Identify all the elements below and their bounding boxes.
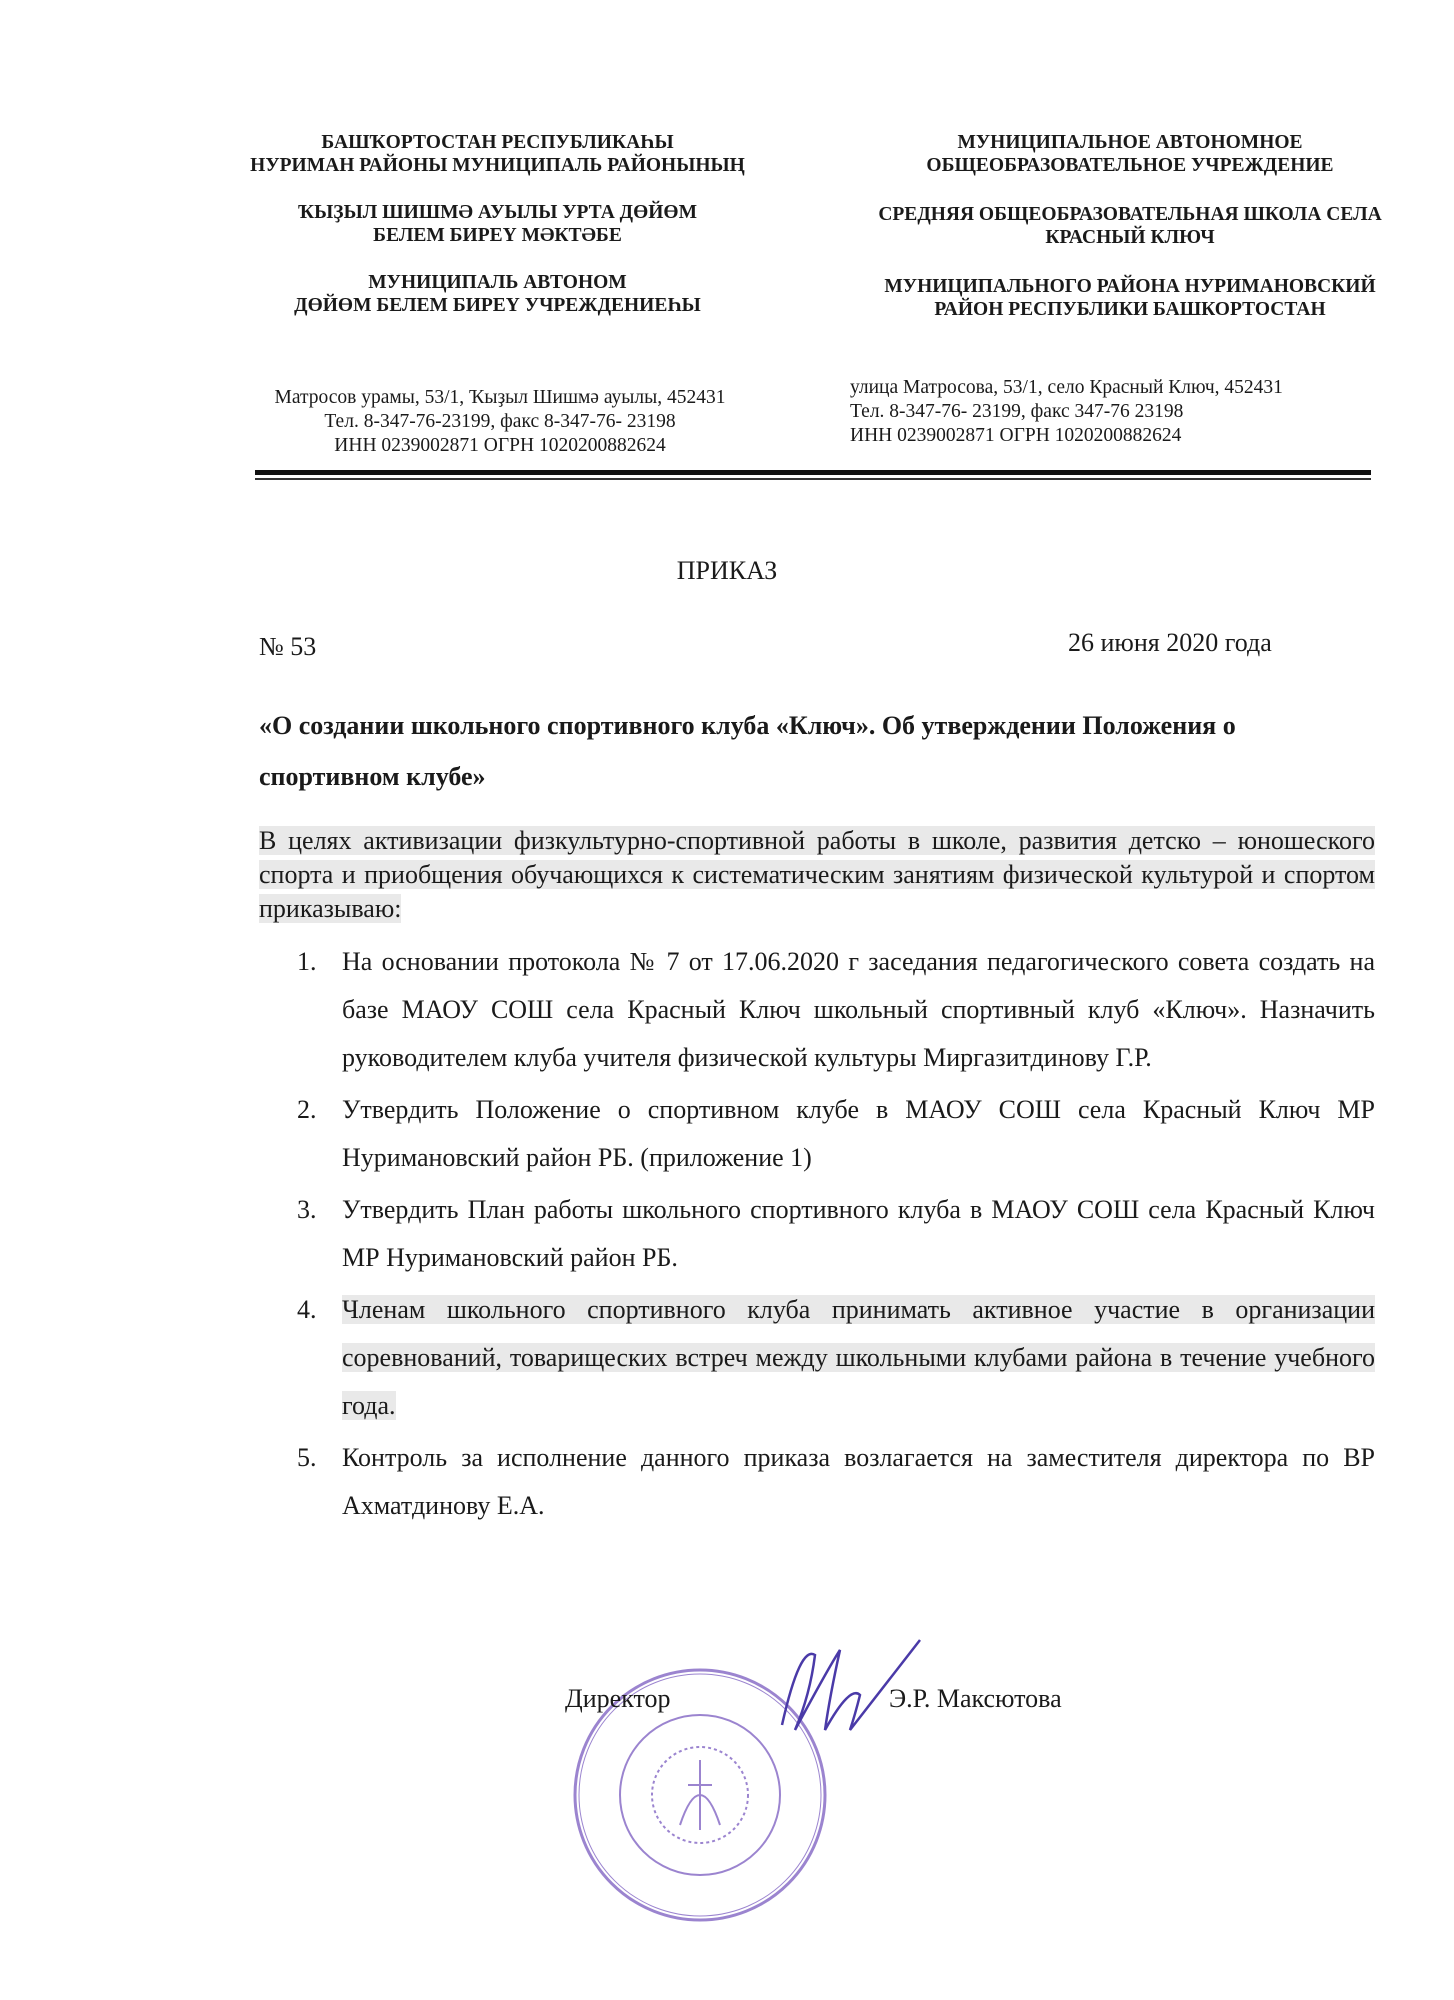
- item-number: 3.: [297, 1195, 317, 1224]
- header-line: ҠЫҘЫЛ ШИШМӘ АУЫЛЫ УРТА ДӨЙӨМ: [298, 202, 697, 223]
- header-line: ДӨЙӨМ БЕЛЕМ БИРЕҮ УЧРЕЖДЕНИЕҺЫ: [294, 295, 701, 316]
- item-text: Утвердить Положение о спортивном клубе в МАОУ СОШ села Красный Ключ МР Нуримановский район РБ. (приложение 1): [342, 1095, 1375, 1172]
- ids-line: ИНН 0239002871 ОГРН 1020200882624: [334, 435, 666, 456]
- header-line: БАШҠОРТОСТАН РЕСПУБЛИКАҺЫ: [321, 132, 674, 153]
- item-text: На основании протокола № 7 от 17.06.2020 г заседания педагогического совета создать на базе МАОУ СОШ села Красный Ключ школьный спортивный клуб «Ключ». Назначить руководителем клуба учителя физической культуры Миргазитдинову Г.Р.: [342, 947, 1375, 1072]
- header-line: МУНИЦИПАЛЬНОЕ АВТОНОМНОЕ: [957, 132, 1303, 153]
- signer-name: Э.Р. Максютова: [889, 1684, 1062, 1713]
- order-date: 26 июня 2020 года: [1068, 628, 1272, 657]
- list-item: [297, 1434, 1375, 1530]
- header-line: МУНИЦИПАЛЬНОГО РАЙОНА НУРИМАНОВСКИЙ: [884, 276, 1376, 297]
- address-line: Матросов урамы, 53/1, Ҡыҙыл Шишмә ауылы, 452431: [274, 387, 726, 408]
- header-line: БЕЛЕМ БИРЕҮ МӘКТӘБЕ: [373, 225, 622, 246]
- header-line: СРЕДНЯЯ ОБЩЕОБРАЗОВАТЕЛЬНАЯ ШКОЛА СЕЛА: [878, 204, 1382, 225]
- phone-line: Тел. 8-347-76-23199, факс 8-347-76- 23198: [324, 411, 676, 432]
- list-item: [297, 1286, 1375, 1430]
- header-left-bashkir: [180, 131, 815, 341]
- item-number: 5.: [297, 1443, 317, 1472]
- intro-text: В целях активизации физкультурно-спортивной работы в школе, развития детско – юношеского спорта и приобщения обучающихся к систематическим занятиям физической культурой и спортом приказываю:: [259, 826, 1375, 923]
- header-divider-thin: [255, 478, 1371, 480]
- header-line: НУРИМАН РАЙОНЫ МУНИЦИПАЛЬ РАЙОНЫНЫҢ: [250, 155, 745, 176]
- order-number: № 53: [259, 632, 317, 661]
- item-number: 2.: [297, 1095, 317, 1124]
- header-line: РАЙОН РЕСПУБЛИКИ БАШКОРТОСТАН: [934, 299, 1326, 320]
- header-line: ОБЩЕОБРАЗОВАТЕЛЬНОЕ УЧРЕЖДЕНИЕ: [926, 155, 1334, 176]
- address-left: [200, 386, 800, 458]
- intro-paragraph: [259, 824, 1375, 926]
- header-line: МУНИЦИПАЛЬ АВТОНОМ: [368, 272, 627, 293]
- address-right: [850, 376, 1410, 448]
- order-subject: «О создании школьного спортивного клуба «Ключ». Об утверждении Положения о спортивном клубе»: [259, 711, 1236, 791]
- header-right-russian: [820, 131, 1440, 345]
- item-number: 4.: [297, 1295, 317, 1324]
- ids-line: ИНН 0239002871 ОГРН 1020200882624: [850, 425, 1182, 446]
- phone-line: Тел. 8-347-76- 23199, факс 347-76 23198: [850, 401, 1184, 422]
- item-text: Контроль за исполнение данного приказа возлагается на заместителя директора по ВР Ахматдинову Е.А.: [342, 1443, 1375, 1520]
- signer-position: Директор: [565, 1684, 671, 1713]
- document-title: ПРИКАЗ: [676, 556, 778, 585]
- order-items: [297, 938, 1375, 1534]
- header-line: КРАСНЫЙ КЛЮЧ: [1045, 227, 1215, 248]
- list-item: [297, 1186, 1375, 1282]
- header-divider: [255, 470, 1371, 475]
- item-number: 1.: [297, 947, 317, 976]
- item-text: Утвердить План работы школьного спортивного клуба в МАОУ СОШ села Красный Ключ МР Нуримановский район РБ.: [342, 1195, 1375, 1272]
- list-item: [297, 938, 1375, 1082]
- list-item: [297, 1086, 1375, 1182]
- address-line: улица Матросова, 53/1, село Красный Ключ, 452431: [850, 377, 1283, 398]
- item-text: Членам школьного спортивного клуба принимать активное участие в организации соревнований, товарищеских встреч между школьными клубами района в течение учебного года.: [342, 1295, 1375, 1420]
